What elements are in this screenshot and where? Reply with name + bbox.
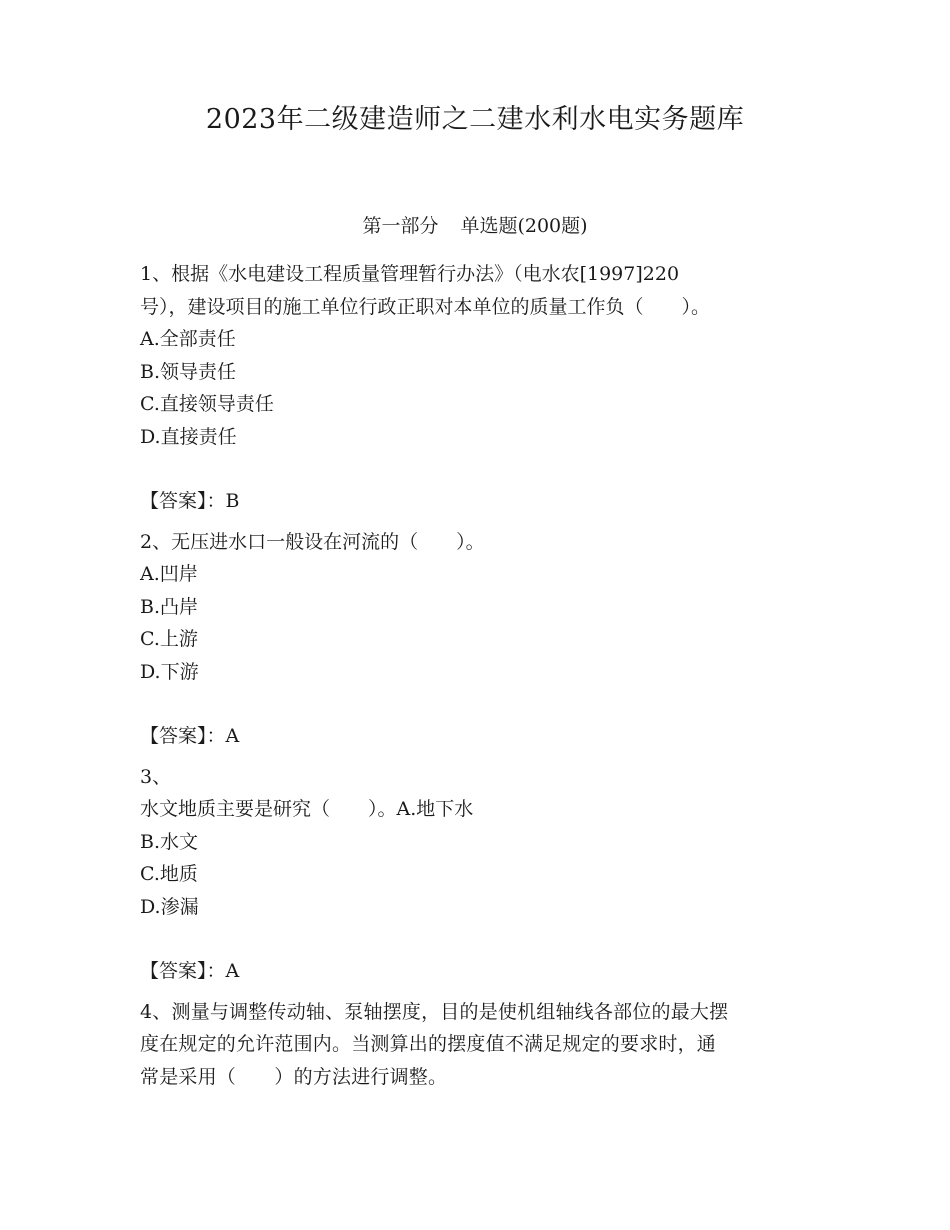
question-3-option-c: C.地质 (140, 863, 198, 885)
question-list (140, 258, 820, 1093)
question-4-stem-line-2: 度在规定的允许范围内。当测算出的摆度值不满足规定的要求时，通 (140, 1033, 717, 1055)
question-2-answer (140, 720, 820, 753)
question-4-stem-line-1: 4、测量与调整传动轴、泵轴摆度，目的是使机组轴线各部位的最大摆 (140, 1000, 729, 1023)
question-3-answer (140, 955, 820, 988)
question-2-option-a: A.凹岸 (140, 563, 198, 585)
answer-label: 【答案】： (140, 725, 226, 747)
question-4 (140, 996, 820, 1094)
question-1-stem-line-1: 1、根据《水电建设工程质量管理暂行办法》（电水农[1997]220 (140, 263, 680, 285)
question-3-stem-line-2: 水文地质主要是研究（ ）。A.地下水 (140, 798, 474, 820)
question-4-stem-line-3: 常是采用（ ）的方法进行调整。 (140, 1065, 448, 1088)
section-name: 单选题(200题) (460, 215, 588, 237)
question-3-option-b: B.水文 (140, 830, 199, 853)
question-1-stem-line-2: 号），建设项目的施工单位行政正职对本单位的质量工作负（ ）。 (140, 295, 711, 318)
answer-label: 【答案】： (140, 490, 226, 512)
question-3-stem-line-1: 3、 (140, 765, 172, 788)
question-2-option-b: B.凸岸 (140, 595, 199, 618)
answer-value: B (225, 490, 240, 512)
question-3 (140, 761, 820, 988)
answer-value: A (225, 725, 240, 747)
question-1-option-b: B.领导责任 (140, 360, 237, 383)
document-title: 2023年二级建造师之二建水利水电实务题库 (205, 104, 745, 135)
question-2-stem-line-1: 2、无压进水口一般设在河流的（ ）。 (140, 530, 485, 553)
question-1-option-c: C.直接领导责任 (140, 393, 274, 415)
section-title (0, 210, 950, 242)
answer-label: 【答案】： (140, 960, 226, 982)
question-1-option-a: A.全部责任 (140, 328, 236, 350)
question-3-option-d: D.渗漏 (140, 895, 199, 918)
section-part: 第一部分 (362, 215, 439, 237)
question-1 (140, 258, 820, 518)
question-1-option-d: D.直接责任 (140, 425, 237, 448)
question-1-answer (140, 485, 820, 518)
answer-value: A (225, 960, 240, 982)
question-2-option-c: C.上游 (140, 628, 198, 650)
question-2 (140, 526, 820, 753)
question-2-option-d: D.下游 (140, 660, 199, 683)
